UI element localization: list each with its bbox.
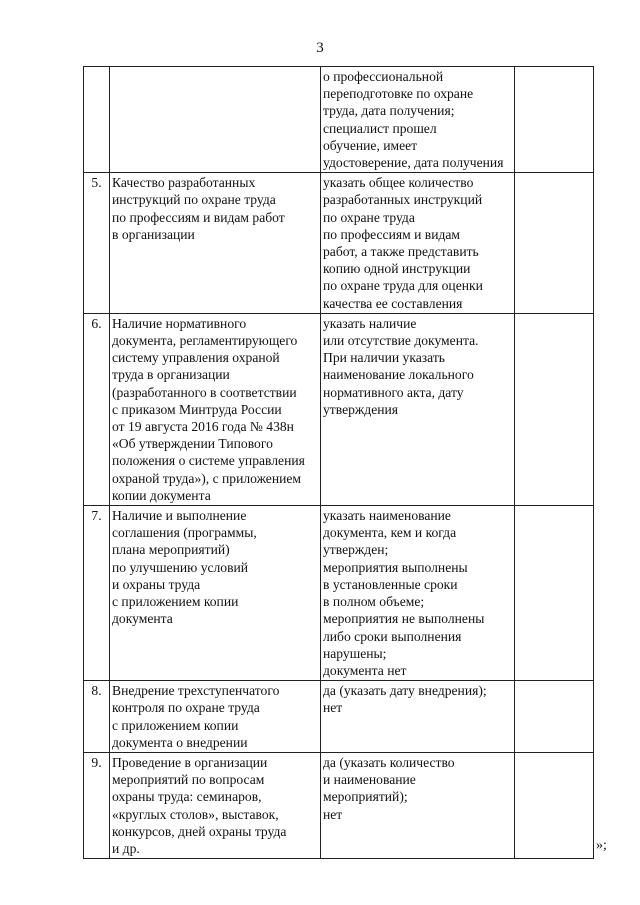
row-number: 7. bbox=[84, 506, 110, 681]
criterion-line: охраной труда»), с приложением bbox=[112, 470, 302, 486]
criterion-cell bbox=[110, 67, 321, 173]
criterion-line: по профессиям и видам работ bbox=[112, 209, 285, 225]
value-line: да (указать количество bbox=[323, 754, 455, 770]
criterion-line: плана мероприятий) bbox=[112, 542, 230, 558]
page-number: 3 bbox=[316, 40, 324, 56]
score-cell bbox=[515, 173, 594, 314]
value-line: нет bbox=[323, 806, 343, 822]
row-number: 8. bbox=[84, 681, 110, 753]
value-line: документа, кем и когда bbox=[323, 525, 457, 541]
value-line: указать наименование bbox=[323, 508, 451, 524]
value-cell bbox=[321, 313, 515, 505]
value-line: мероприятия не выполнены bbox=[323, 611, 485, 627]
value-line: либо сроки выполнения bbox=[323, 628, 462, 644]
criterion-line: в организации bbox=[112, 226, 195, 242]
table-row bbox=[84, 313, 594, 505]
value-line: указать наличие bbox=[323, 315, 417, 331]
criterion-line: Наличие нормативного bbox=[112, 315, 247, 331]
criterion-line: по улучшению условий bbox=[112, 559, 249, 575]
criterion-line: копии документа bbox=[112, 487, 211, 503]
table-row bbox=[84, 173, 594, 314]
value-line: нарушены; bbox=[323, 645, 387, 661]
value-line: работ, а также представить bbox=[323, 244, 479, 260]
table-row bbox=[84, 752, 594, 858]
value-line: переподготовке по охране bbox=[323, 86, 474, 102]
criterion-cell bbox=[110, 173, 321, 314]
criterion-line: инструкций по охране труда bbox=[112, 192, 276, 208]
value-line: утверждения bbox=[323, 401, 399, 417]
criterion-line: соглашения (программы, bbox=[112, 525, 257, 541]
score-cell bbox=[515, 752, 594, 858]
criterion-line: с приложением копии bbox=[112, 717, 239, 733]
criterion-line: Проведение в организации bbox=[112, 754, 268, 770]
value-line: специалист прошел bbox=[323, 120, 437, 136]
criterion-line: Внедрение трехступенчатого bbox=[112, 683, 280, 699]
value-line: При наличии указать bbox=[323, 350, 445, 366]
closing-quote: »; bbox=[596, 838, 607, 853]
score-cell bbox=[515, 681, 594, 753]
value-line: обучение, имеет bbox=[323, 137, 418, 153]
value-line: указать общее количество bbox=[323, 175, 474, 191]
table-row bbox=[84, 506, 594, 681]
criterion-line: систему управления охраной bbox=[112, 350, 280, 366]
score-cell bbox=[515, 67, 594, 173]
criterion-line: «Об утверждении Типового bbox=[112, 436, 273, 452]
value-line: документа нет bbox=[323, 662, 407, 678]
value-cell bbox=[321, 752, 515, 858]
value-cell bbox=[321, 173, 515, 314]
value-line: о профессиональной bbox=[323, 69, 444, 84]
criterion-line: документа bbox=[112, 611, 173, 627]
criterion-line: с приложением копии bbox=[112, 594, 239, 610]
criterion-line: от 19 августа 2016 года № 438н bbox=[112, 419, 294, 435]
criterion-line: труда в организации bbox=[112, 367, 230, 383]
criterion-cell bbox=[110, 506, 321, 681]
criterion-line: контроля по охране труда bbox=[112, 700, 260, 716]
criterion-cell bbox=[110, 752, 321, 858]
criterion-line: и др. bbox=[112, 840, 140, 856]
row-number: 5. bbox=[84, 173, 110, 314]
criterion-line: положения о системе управления bbox=[112, 453, 305, 469]
criterion-cell bbox=[110, 313, 321, 505]
score-cell bbox=[515, 506, 594, 681]
value-cell bbox=[321, 681, 515, 753]
value-line: труда, дата получения; bbox=[323, 103, 455, 119]
criterion-line: документа, регламентирующего bbox=[112, 333, 298, 349]
criterion-line: (разработанного в соответствии bbox=[112, 384, 297, 400]
value-cell bbox=[321, 67, 515, 173]
row-number: 6. bbox=[84, 313, 110, 505]
value-line: нет bbox=[323, 700, 343, 716]
row-number: 9. bbox=[84, 752, 110, 858]
value-line: удостоверение, дата получения bbox=[323, 155, 504, 171]
table-row bbox=[84, 67, 594, 173]
value-line: и наименование bbox=[323, 772, 416, 788]
value-line: копию одной инструкции bbox=[323, 261, 471, 277]
value-line: в полном объеме; bbox=[323, 594, 425, 610]
value-line: утвержден; bbox=[323, 542, 389, 558]
criterion-line: мероприятий по вопросам bbox=[112, 772, 265, 788]
value-line: или отсутствие документа. bbox=[323, 333, 479, 349]
criterion-line: конкурсов, дней охраны труда bbox=[112, 823, 287, 839]
value-line: по охране труда bbox=[323, 209, 415, 225]
value-line: да (указать дату внедрения); bbox=[323, 683, 487, 699]
table-row bbox=[84, 681, 594, 753]
value-line: по охране труда для оценки bbox=[323, 278, 483, 294]
score-cell bbox=[515, 313, 594, 505]
criterion-line: и охраны труда bbox=[112, 576, 201, 592]
row-number bbox=[84, 67, 110, 173]
criterion-line: «круглых столов», выставок, bbox=[112, 806, 279, 822]
criterion-line: с приказом Минтруда России bbox=[112, 401, 282, 417]
value-line: мероприятий); bbox=[323, 789, 408, 805]
value-cell bbox=[321, 506, 515, 681]
value-line: по профессиям и видам bbox=[323, 226, 461, 242]
value-line: наименование локального bbox=[323, 367, 474, 383]
criterion-line: документа о внедрении bbox=[112, 734, 248, 750]
criterion-line: Наличие и выполнение bbox=[112, 508, 247, 524]
value-line: разработанных инструкций bbox=[323, 192, 483, 208]
criterion-line: Качество разработанных bbox=[112, 175, 256, 191]
criterion-line: охраны труда: семинаров, bbox=[112, 789, 262, 805]
value-line: мероприятия выполнены bbox=[323, 559, 468, 575]
value-line: качества ее составления bbox=[323, 295, 463, 311]
criteria-table bbox=[83, 66, 594, 859]
value-line: в установленные сроки bbox=[323, 576, 458, 592]
criterion-cell bbox=[110, 681, 321, 753]
value-line: нормативного акта, дату bbox=[323, 384, 464, 400]
